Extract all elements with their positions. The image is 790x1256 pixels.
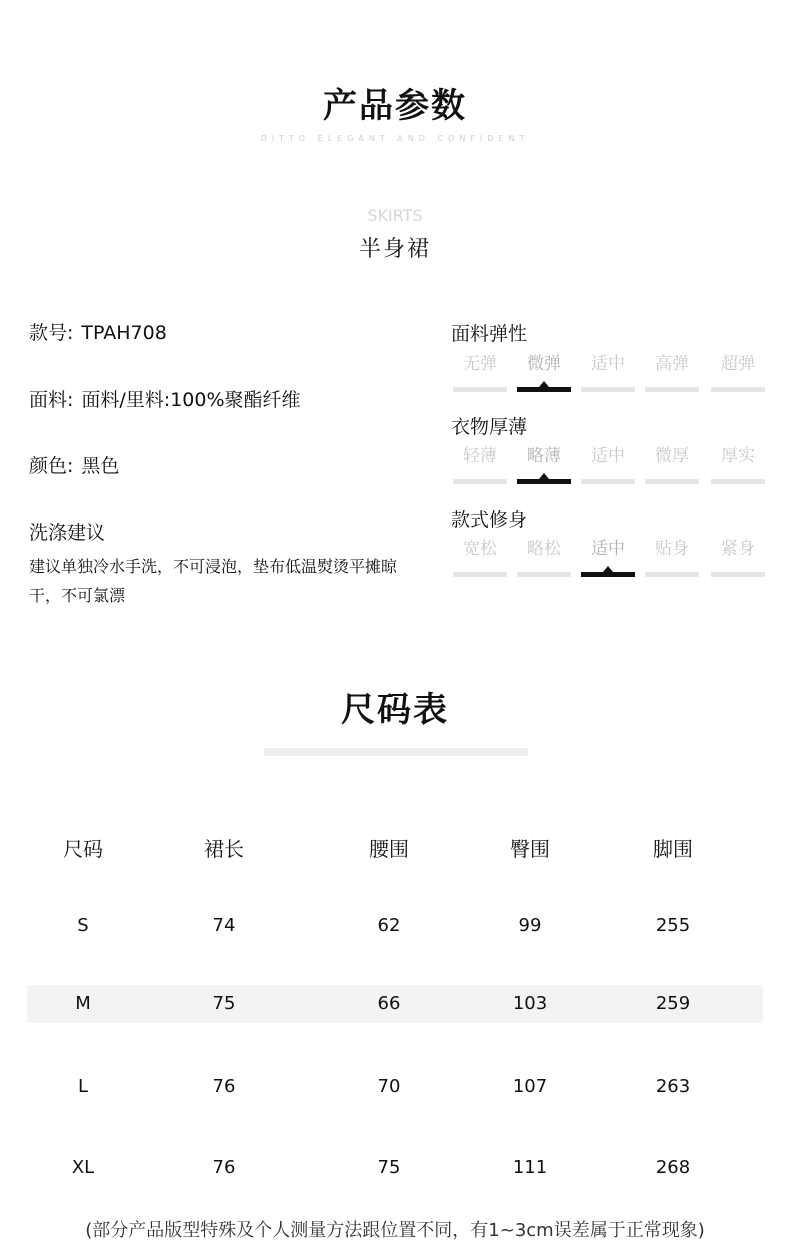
attr-option-bar	[645, 479, 699, 484]
column-header: 腰围	[369, 837, 409, 861]
size-chart-divider	[264, 748, 528, 756]
attr-option	[645, 352, 699, 392]
page-title: 产品参数	[323, 86, 467, 126]
table-row	[27, 907, 763, 945]
size-cell: XL	[71, 1157, 95, 1178]
size-chart-title: 尺码表	[341, 690, 449, 730]
attr-option-bar	[711, 572, 765, 577]
skirt-length-cell: 75	[212, 993, 236, 1014]
attr-option-label: 微厚	[655, 446, 689, 466]
hem-cell: 259	[655, 993, 691, 1014]
size-cell: S	[77, 915, 89, 936]
column-header: 脚围	[653, 837, 693, 861]
attr-title-fit: 款式修身	[451, 509, 528, 531]
hem-cell: 268	[655, 1157, 691, 1178]
attr-option	[517, 352, 571, 392]
attr-title-thickness: 衣物厚薄	[451, 416, 528, 438]
attr-option	[711, 444, 765, 484]
measurement-footnote: (部分产品版型特殊及个人测量方法跟位置不同，有1~3cm误差属于正常现象)	[85, 1220, 705, 1241]
attr-option	[517, 537, 571, 577]
hem-cell: 263	[655, 1076, 691, 1097]
attr-option-bar	[453, 572, 507, 577]
attr-option-bar	[645, 387, 699, 392]
attr-option-bar	[711, 479, 765, 484]
color-line	[29, 451, 119, 478]
attr-option-bar	[453, 479, 507, 484]
attr-option	[711, 537, 765, 577]
attr-option	[453, 537, 507, 577]
hip-cell: 107	[512, 1076, 548, 1097]
category-en-label: SKIRTS	[367, 206, 423, 225]
attr-option-bar	[581, 572, 635, 577]
attr-option	[581, 352, 635, 392]
attr-option-label: 略薄	[527, 446, 561, 466]
attr-option	[645, 537, 699, 577]
hem-cell: 255	[655, 915, 691, 936]
size-cell: M	[75, 993, 91, 1014]
page-subtitle: DITTO ELEGANT AND CONFIDENT	[260, 134, 530, 143]
style-number-line	[29, 318, 167, 345]
waist-cell: 75	[377, 1157, 401, 1178]
attr-option-bar	[517, 572, 571, 577]
fabric-value: 面料/里料:100%聚酯纤维	[81, 389, 301, 411]
waist-cell: 62	[377, 915, 401, 936]
color-value: 黑色	[81, 455, 120, 477]
size-cell: L	[77, 1076, 89, 1097]
attr-option-label: 高弹	[655, 354, 689, 374]
attr-option	[453, 444, 507, 484]
column-header: 裙长	[204, 837, 244, 861]
style-number-label: 款号:	[29, 322, 74, 344]
attr-option-label: 微弹	[527, 354, 561, 374]
attr-title-elasticity: 面料弹性	[451, 323, 528, 345]
table-row	[27, 1149, 763, 1187]
wash-title: 洗涤建议	[29, 522, 106, 544]
attr-option-label: 轻薄	[463, 446, 497, 466]
hip-cell: 111	[512, 1157, 548, 1178]
attr-option-label: 适中	[591, 539, 625, 559]
attr-option-label: 无弹	[463, 354, 497, 374]
attr-option	[645, 444, 699, 484]
attr-option	[453, 352, 507, 392]
attr-option-bar	[711, 387, 765, 392]
attr-option	[581, 444, 635, 484]
category-cn-label: 半身裙	[358, 237, 431, 262]
wash-instructions: 建议单独冷水手洗，不可浸泡，垫布低温熨烫平摊晾干，不可氯漂	[29, 557, 398, 605]
attr-option-label: 超弹	[721, 354, 755, 374]
attr-option-label: 略松	[527, 539, 561, 559]
attr-option-label: 贴身	[655, 539, 689, 559]
attr-option	[711, 352, 765, 392]
waist-cell: 70	[377, 1076, 401, 1097]
attr-option-bar	[581, 387, 635, 392]
column-header: 臀围	[510, 837, 550, 861]
attr-option-bar	[517, 387, 571, 392]
attr-option-bar	[517, 479, 571, 484]
table-row	[27, 985, 763, 1023]
attr-scale-elasticity	[453, 352, 767, 392]
fabric-line	[29, 385, 301, 412]
skirt-length-cell: 76	[212, 1076, 236, 1097]
attr-scale-fit	[453, 537, 767, 577]
column-header: 尺码	[63, 837, 103, 861]
attr-option	[517, 444, 571, 484]
attr-option-label: 适中	[591, 446, 625, 466]
hip-cell: 103	[512, 993, 548, 1014]
style-number-value: TPAH708	[81, 322, 167, 344]
skirt-length-cell: 76	[212, 1157, 236, 1178]
size-table-header	[27, 830, 763, 868]
hip-cell: 99	[518, 915, 542, 936]
color-label: 颜色:	[29, 455, 74, 477]
attr-option-label: 厚实	[721, 446, 755, 466]
attr-option	[581, 537, 635, 577]
skirt-length-cell: 74	[212, 915, 236, 936]
fabric-label: 面料:	[29, 389, 74, 411]
attr-option-bar	[453, 387, 507, 392]
waist-cell: 66	[377, 993, 401, 1014]
attr-option-bar	[645, 572, 699, 577]
attr-option-label: 宽松	[463, 539, 497, 559]
attr-option-bar	[581, 479, 635, 484]
attr-option-label: 紧身	[721, 539, 755, 559]
attr-scale-thickness	[453, 444, 767, 484]
attr-option-label: 适中	[591, 354, 625, 374]
table-row	[27, 1068, 763, 1106]
